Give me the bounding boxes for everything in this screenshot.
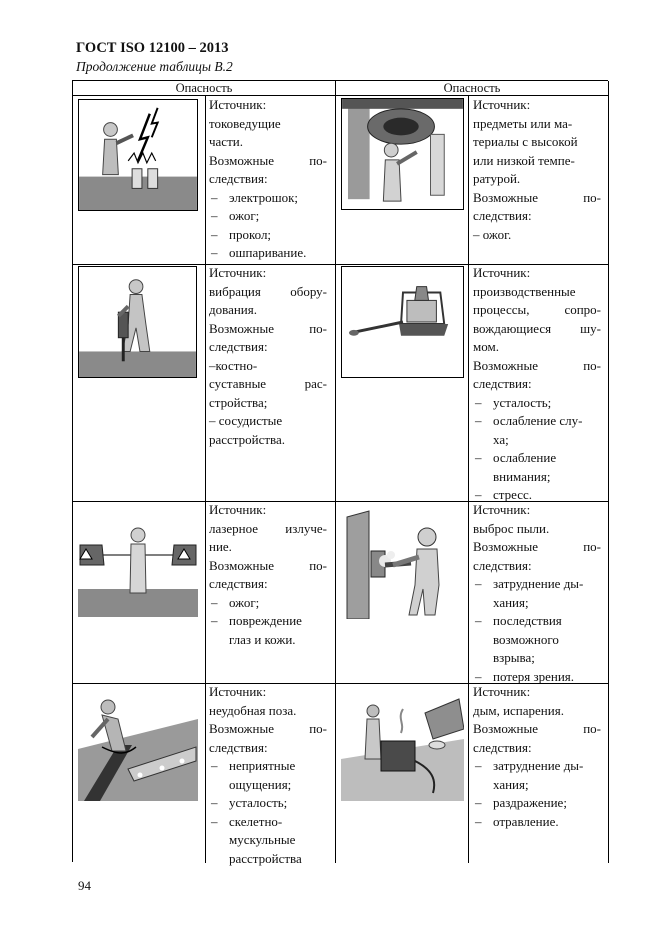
consequence-item: – ослабление: [473, 449, 601, 468]
text-line: следствия:: [473, 557, 532, 573]
text-line: мом.: [473, 339, 499, 354]
text-line: Источник:: [473, 265, 531, 280]
text-line: Источник:: [473, 684, 531, 699]
consequence-item-continuation: внимания;: [493, 468, 551, 484]
text-line: токоведущие: [209, 115, 281, 131]
text-line: суставные рас-: [209, 376, 327, 391]
text-line: Возможные по-: [209, 320, 327, 336]
text-line: следствия:: [209, 739, 268, 755]
dust-emission-illustration: [341, 507, 464, 619]
consequence-item: – ожог;: [209, 207, 327, 226]
image-cell: [73, 501, 206, 683]
text-line: Источник:: [209, 684, 267, 699]
text-line: предметы или ма-: [473, 115, 573, 131]
text-line: следствия:: [473, 739, 532, 755]
table-row: [73, 683, 609, 866]
text-line: вибрация обору-: [209, 283, 327, 299]
text-cell: [206, 683, 336, 866]
consequence-item: – раздражение;: [473, 794, 601, 813]
text-cell: [206, 264, 336, 501]
text-line: дым, испарения.: [473, 702, 564, 718]
fumes-vapour-illustration: [341, 689, 464, 801]
text-line: следствия:: [209, 171, 268, 186]
text-line: неудобная поза.: [209, 702, 297, 718]
text-line: вождающиеся шу-: [473, 320, 601, 336]
consequence-item-continuation: взрыва;: [493, 650, 535, 665]
text-line: Возможные по-: [209, 721, 327, 736]
consequence-item-continuation: возможного: [493, 631, 559, 647]
text-line: териалы с высокой: [473, 134, 578, 149]
consequence-item: – усталость;: [209, 794, 327, 813]
image-cell: [73, 264, 206, 501]
text-line: следствия:: [209, 576, 268, 591]
consequence-item: – повреждение: [209, 612, 327, 631]
text-line: Источник:: [209, 502, 267, 517]
consequence-item: – потеря зрения.: [473, 668, 601, 687]
table-row: [73, 96, 609, 264]
text-cell: [206, 96, 336, 264]
text-line: Источник:: [473, 97, 531, 112]
consequence-item: – последствия: [473, 612, 601, 631]
consequence-item: – усталость;: [473, 394, 601, 413]
vibration-hammer-illustration: [78, 266, 197, 378]
text-line: лазерное излуче-: [209, 520, 327, 536]
text-line: следствия:: [473, 376, 532, 391]
consequence-item-continuation: расстройства: [229, 850, 302, 866]
text-line: Возможные по-: [473, 189, 601, 205]
laser-radiation-illustration: [78, 507, 198, 617]
table-continuation-caption: Продолжение таблицы В.2: [76, 59, 233, 74]
text-cell: [469, 501, 609, 683]
text-line: –костно-: [209, 357, 258, 373]
text-line: Возможные по-: [209, 152, 327, 168]
text-line: следствия:: [209, 339, 268, 354]
table-row: [73, 501, 609, 683]
consequence-item-continuation: глаз и кожи.: [229, 631, 296, 647]
consequence-item: – стресс.: [473, 486, 601, 505]
text-line: Возможные по-: [209, 557, 327, 573]
consequence-item-continuation: хания;: [493, 776, 529, 792]
consequence-item-continuation: ха;: [493, 431, 509, 447]
text-line: Источник:: [209, 97, 267, 112]
image-cell: [336, 96, 469, 264]
consequence-item-continuation: ощущения;: [229, 776, 292, 792]
consequence-item: – электрошок;: [209, 189, 327, 208]
image-cell: [73, 683, 206, 863]
text-line: стройства;: [209, 394, 268, 410]
image-cell: [73, 96, 206, 264]
text-line: Источник:: [209, 265, 267, 280]
table-row: [73, 264, 609, 501]
text-line: процессы, сопро-: [473, 302, 601, 317]
consequence-item: – ошпаривание.: [209, 244, 327, 263]
text-line: расстройства.: [209, 431, 286, 447]
image-cell: [336, 683, 469, 863]
text-line: – ожог.: [473, 226, 512, 242]
image-cell: [336, 501, 469, 683]
electric-shock-illustration: [78, 99, 198, 211]
text-line: Возможные по-: [473, 721, 601, 736]
consequence-item: – отравление.: [473, 813, 601, 832]
hazard-table: [72, 80, 608, 866]
text-line: – сосудистые: [209, 413, 283, 428]
text-cell: [206, 501, 336, 683]
text-cell: [469, 96, 609, 264]
consequence-item: – неприятные: [209, 757, 327, 776]
column-header-left: Опасность: [73, 81, 336, 96]
page-number: 94: [78, 878, 91, 893]
text-line: ние.: [209, 539, 232, 554]
text-line: части.: [209, 134, 243, 149]
consequence-item: – ослабление слу-: [473, 412, 601, 431]
noise-machine-illustration: [341, 266, 464, 378]
document-title: ГОСТ ISO 12100 – 2013: [76, 40, 229, 56]
text-line: Источник:: [473, 502, 531, 517]
image-cell: [336, 264, 469, 501]
consequence-item: – затруднение ды-: [473, 575, 601, 594]
text-line: дования.: [209, 302, 257, 317]
text-line: следствия:: [473, 208, 532, 223]
consequence-item: – прокол;: [209, 226, 327, 245]
awkward-posture-illustration: [78, 689, 198, 801]
consequence-item: – затруднение ды-: [473, 757, 601, 776]
text-line: Возможные по-: [473, 539, 601, 554]
hot-object-burn-illustration: [341, 98, 464, 210]
text-line: или низкой темпе-: [473, 152, 575, 168]
text-cell: [469, 683, 609, 863]
text-line: Возможные по-: [473, 357, 601, 373]
consequence-item-continuation: хания;: [493, 594, 529, 610]
text-line: выброс пыли.: [473, 520, 550, 536]
consequence-item-continuation: мускульные: [229, 832, 296, 847]
consequence-item: – ожог;: [209, 594, 327, 613]
consequence-item: – скелетно-: [209, 813, 327, 832]
text-cell: [469, 264, 609, 501]
text-line: ратурой.: [473, 171, 521, 186]
text-line: производственные: [473, 283, 576, 299]
column-header-right: Опасность: [336, 81, 609, 96]
